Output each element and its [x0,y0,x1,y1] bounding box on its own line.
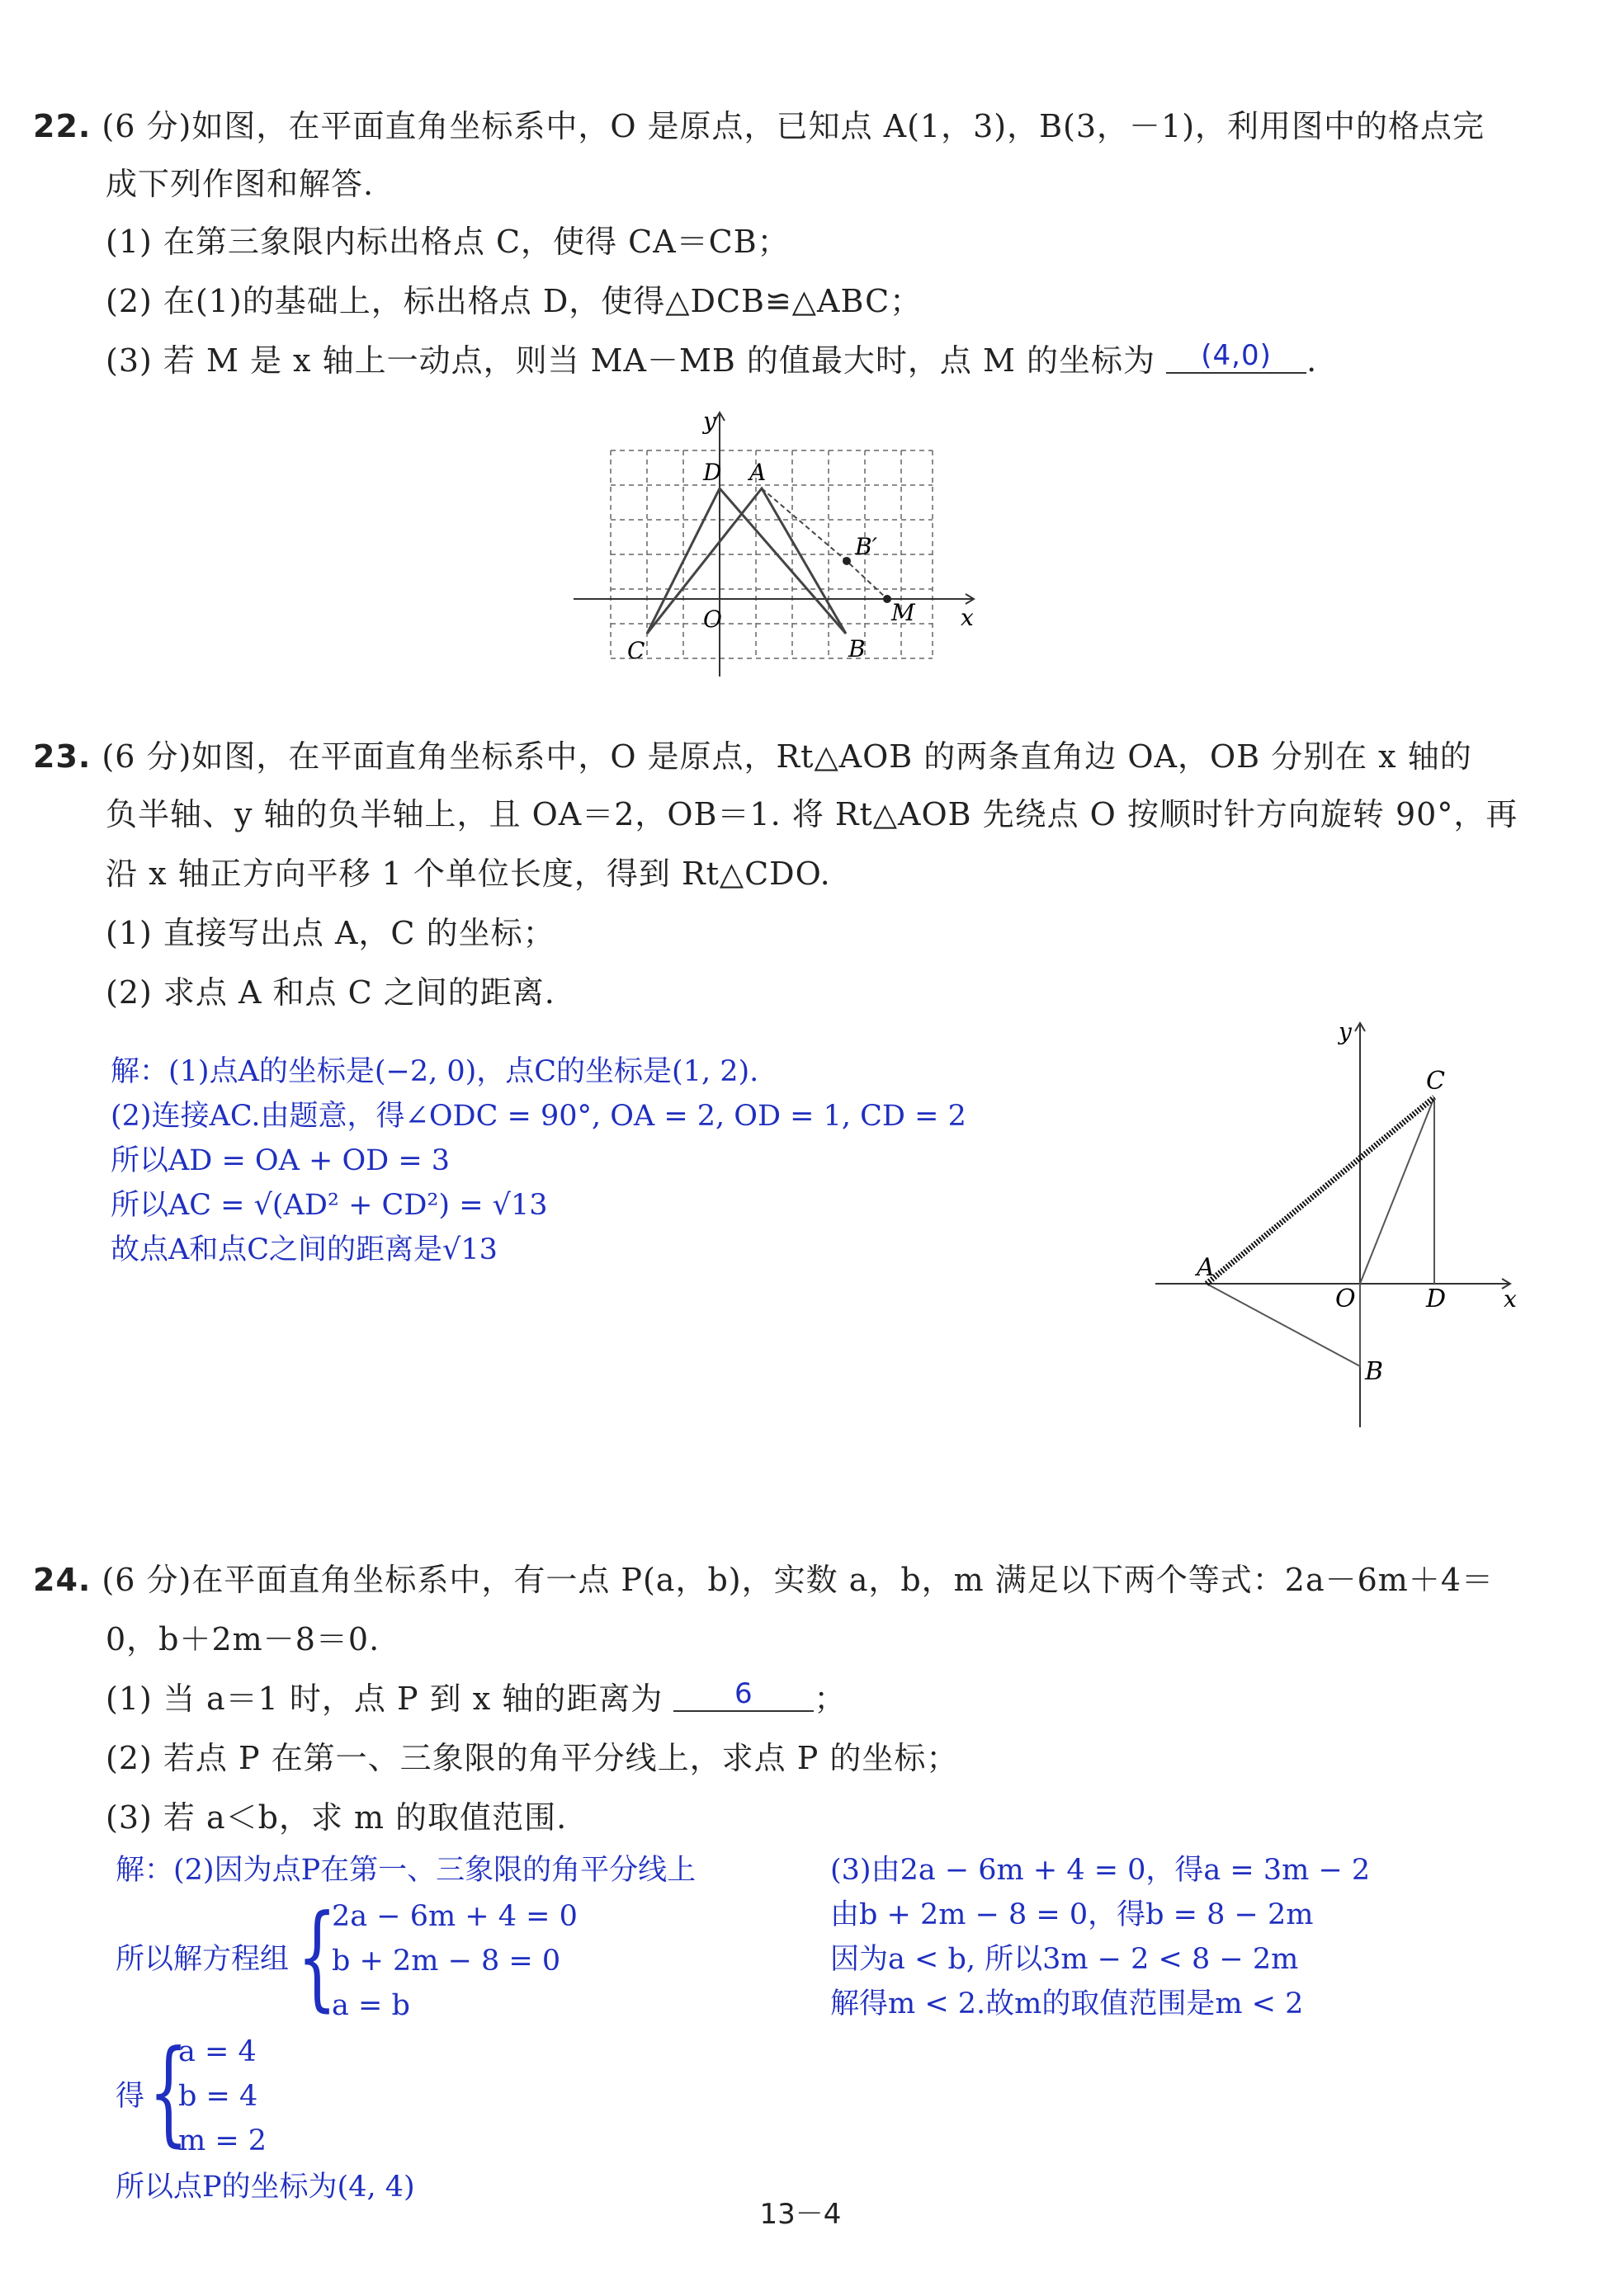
q23-line1 [33,736,1472,777]
q24-sol2-head: 解：(2)因为点P在第一、三象限的角平分线上 [116,1854,697,1887]
q22-sub3-end: . [1306,342,1318,379]
page-number: 13－4 [759,2198,842,2231]
q22-label-o: O [703,606,722,633]
q23-sol-line4: 所以AC = √(AD² + CD²) = √13 [111,1189,548,1222]
q24-number: 24. [33,1562,92,1598]
q24-stem-1: (6 分)在平面直角坐标系中，有一点 P(a，b)，实数 a，b，m 满足以下两个等式：2a－6m＋4＝ [102,1562,1495,1598]
q23-sol-line5: 故点A和点C之间的距离是√13 [111,1233,498,1266]
q24-sol2-result-label: 得 [116,2080,145,2113]
q22-sub3-text: (3) 若 M 是 x 轴上一动点，则当 MA－MB 的值最大时，点 M 的坐标为 [106,342,1155,379]
q22-label-d: D [703,459,722,486]
q22-label-c: C [627,637,645,664]
q23-label-c: C [1426,1067,1445,1096]
q22-sub2: (2) 在(1)的基础上，标出格点 D，使得△DCB≌△ABC； [106,283,923,319]
q24-sub1-text: (1) 当 a＝1 时，点 P 到 x 轴的距离为 [106,1681,664,1717]
q23-label-x: x [1504,1285,1517,1313]
q23-segment-ac [1207,1097,1434,1284]
q23-sol-line1: 解：(1)点A的坐标是(−2, 0)，点C的坐标是(1, 2). [111,1055,759,1088]
q23-number: 23. [33,738,92,775]
q22-stem-2: 成下列作图和解答. [106,166,375,202]
q24-sub1 [106,1678,846,1719]
q24-sub3: (3) 若 a＜b，求 m 的取值范围. [106,1799,568,1836]
q23-sub2: (2) 求点 A 和点 C 之间的距离. [106,974,555,1011]
q23-label-o: O [1335,1285,1356,1313]
q23-axes [1155,1023,1510,1427]
q22-label-b-prime: B′ [855,533,877,560]
q22-number: 22. [33,108,92,144]
q24-sol2-res2: b = 4 [178,2080,258,2113]
q23-sub1: (1) 直接写出点 A，C 的坐标； [106,915,555,951]
q23-label-b: B [1365,1357,1384,1386]
q22-answer-blank: (4,0) [1166,339,1306,374]
q24-line1 [33,1559,1494,1601]
q23-stem-3: 沿 x 轴正方向平移 1 个单位长度，得到 Rt△CDO. [106,856,831,892]
q23-sol-line3: 所以AD = OA + OD = 3 [111,1144,451,1177]
q22-triangles [647,488,846,634]
q22-label-b: B [848,635,866,662]
q24-sol3-line2: 由b + 2m − 8 = 0，得b = 8 − 2m [830,1898,1314,1931]
q23-stem-1: (6 分)如图，在平面直角坐标系中，O 是原点，Rt△AOB 的两条直角边 OA，OB 分别在 x 轴的 [102,738,1472,775]
q22-label-x: x [961,604,974,631]
q22-point-m [883,595,891,603]
q24-stem-2: 0，b＋2m－8＝0. [106,1621,380,1657]
q24-answer-blank: 6 [673,1677,814,1712]
q24-sol3-line3: 因为a < b, 所以3m − 2 < 8 − 2m [830,1943,1299,1976]
q23-label-y: y [1339,1018,1352,1045]
q23-label-a: A [1197,1253,1215,1282]
q24-sol2-eq2: b + 2m − 8 = 0 [332,1945,561,1978]
q24-sub1-end: ； [814,1681,847,1717]
q24-sol2-res1: a = 4 [178,2035,257,2068]
q22-label-a: A [749,459,767,486]
q22-figure [561,404,990,685]
q24-result-brace: { [149,2025,189,2158]
q22-label-m: M [891,599,915,626]
q23-triangles [1207,1097,1434,1366]
q24-sol2-system-label: 所以解方程组 [116,1943,290,1976]
q23-stem-2: 负半轴、y 轴的负半轴上，且 OA＝2，OB＝1. 将 Rt△AOB 先绕点 O 按顺时针方向旋转 90°，再 [106,796,1518,832]
q22-sub1: (1) 在第三象限内标出格点 C，使得 CA＝CB； [106,224,790,260]
q24-sol2-res3: m = 2 [178,2124,267,2157]
q23-sol-line2: (2)连接AC.由题意，得∠ODC = 90°, OA = 2, OD = 1, CD = 2 [111,1100,966,1133]
q24-sol2-eq1: 2a − 6m + 4 = 0 [332,1900,578,1933]
q24-system-brace: { [297,1890,338,2023]
q22-point-b-prime [843,557,851,565]
q23-label-d: D [1426,1285,1447,1313]
q22-grid [611,450,933,658]
q22-sub3 [106,340,1317,381]
q24-sol2-eq3: a = b [332,1989,410,2022]
q24-sub2: (2) 若点 P 在第一、三象限的角平分线上，求点 P 的坐标； [106,1740,959,1776]
q23-figure [1147,1007,1560,1436]
q22-line1 [33,106,1485,147]
q22-label-y: y [703,408,716,435]
q24-sol3-line1: (3)由2a − 6m + 4 = 0，得a = 3m − 2 [830,1854,1371,1887]
q24-sol2-conclusion: 所以点P的坐标为(4, 4) [116,2171,415,2204]
q24-sol3-line4: 解得m < 2.故m的取值范围是m < 2 [830,1987,1304,2020]
q22-stem-1: (6 分)如图，在平面直角坐标系中，O 是原点，已知点 A(1，3)，B(3，－1)，利用图中的格点完 [102,108,1485,144]
